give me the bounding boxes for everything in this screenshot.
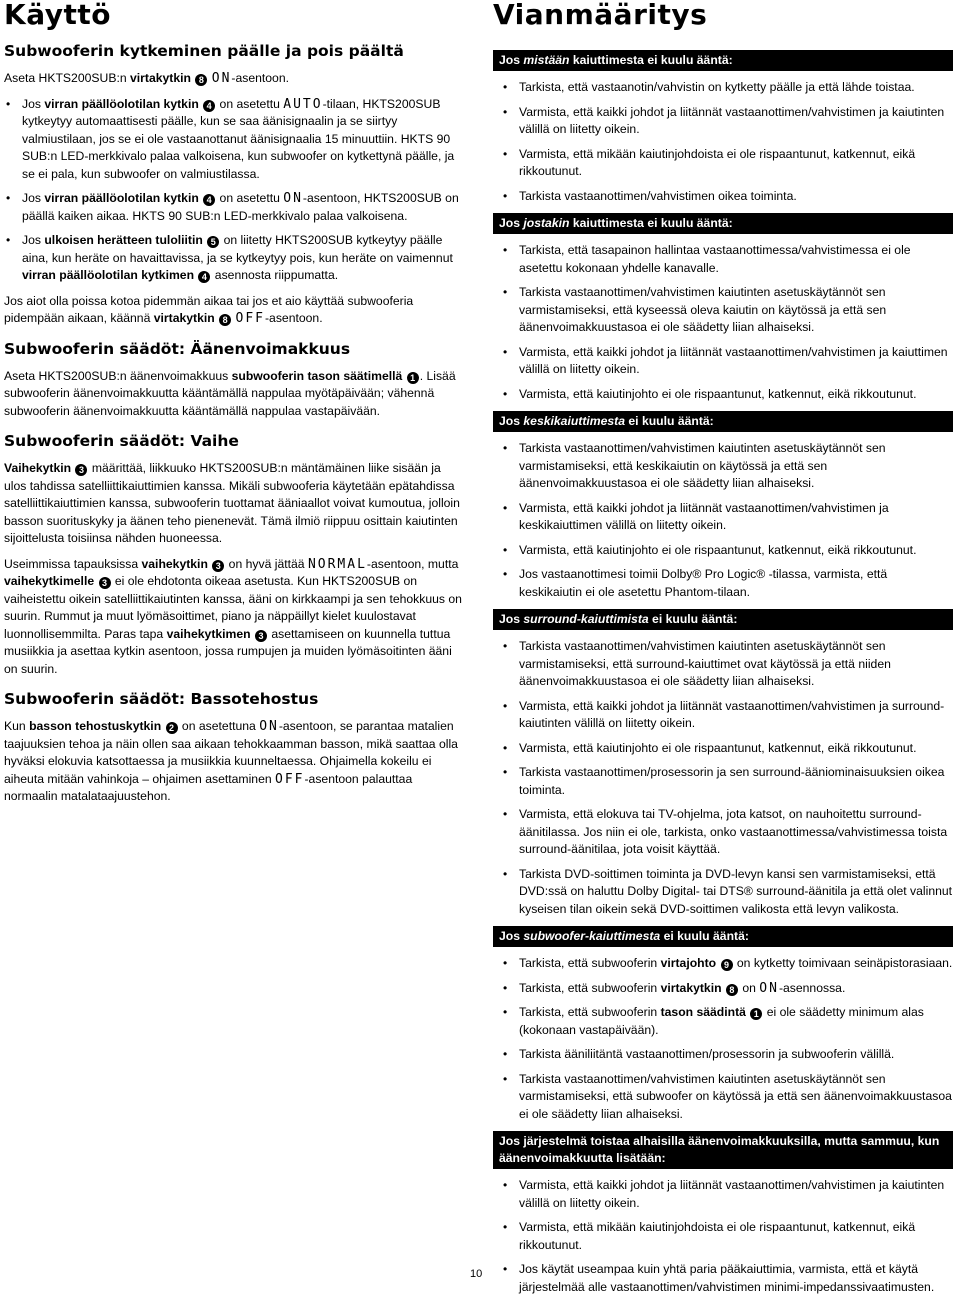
phase-paragraph-2: Useimmissa tapauksissa vaihekytkin 3 on hyvä jättää NORMAL-asentoon, mutta vaihekytkimelle 3 ei ole ehdotonta oikeaa asetusta. Kun HKTS200SUB on vaiheistettu oikein satelliittikaiutinten kanssa, ääni on kirkkaampi ja sen tehokkuus on suurin. Rummut ja muut lyömäsoittimet, piano ja näppäillyt kielet kuulostavat luonnollisemmilta. Paras tapa vaihekytkimen 3 asettamiseen on kuunnella tuttua musiikkia ja asettaa kytkin asentoon, jossa rumpujen ja muiden lyömäsoitinten ääni on suurin. [4, 556, 462, 676]
list-item: • Varmista, että mikään kaiutinjohdoista ei ole rispaantunut, katkennut, eikä rikkoutunut. [501, 146, 953, 181]
group-list-subwoofer [501, 955, 953, 1123]
list-item: • Jos virran päällöolotilan kytkin 4 on asetettu AUTO-tilaan, HKTS200SUB kytkeytyy automaattisesti päälle, kun se saa äänisignaalin ja se siirtyy valmiustilaan, jos se ei ole vastaanottanut äänisignaalia 15 minuuttiin. HKTS 90 SUB:n LED-merkkivalo palaa valkoisena, kun subwoofer on kytkettynä päälle, ja se ei pala, kun subwoofer on valmiustilassa. [4, 96, 464, 184]
list-item: • Varmista, että kaikki johdot ja liitännät vastaanottimen/vahvistimen ja keskikaiuttimen välillä on liitetty oikein. [501, 500, 953, 535]
power-away-paragraph: Jos aiot olla poissa kotoa pidemmän aikaa tai jos et aio käyttää subwooferia pidempään aikaan, käännä virtakytkin 8 OFF-asentoon. [4, 293, 414, 326]
list-item: • Tarkista, että vastaanotin/vahvistin on kytketty päälle ja että lähde toistaa. [501, 79, 953, 97]
list-item: • Tarkista vastaanottimen/vahvistimen kaiutinten asetuskäytännöt sen varmistamiseksi, että kyseessä oleva kaiutin on käytössä ja että sen äänenvoimakkuustasoa ei ole säädetty liian alhaiseksi. [501, 284, 953, 337]
list-item: • Varmista, että kaikki johdot ja liitännät vastaanottimen/vahvistimen ja kaiutinten välillä on liitetty oikein. [501, 104, 953, 139]
group-list-surround [501, 638, 953, 918]
power-list [4, 96, 464, 285]
list-item: • Varmista, että mikään kaiutinjohdoista ei ole rispaantunut, katkennut, eikä rikkoutunut. [501, 1219, 953, 1254]
group-header-center: Jos keskikaiuttimesta ei kuulu ääntä: [493, 411, 953, 432]
list-item: • Jos virran päällöolotilan kytkin 4 on asetettu ON-asentoon, HKTS200SUB on päällä kaiken aikaa. HKTS 90 SUB:n LED-merkkivalo palaa valkoisena. [4, 190, 464, 225]
group-list-any [501, 79, 953, 205]
list-item: • Tarkista vastaanottimen/vahvistimen kaiutinten asetuskäytännöt sen varmistamiseksi, että keskikaiutin on käytössä ja että sen äänenvoimakkuustasoa ei ole säädetty liian alhaiseksi. [501, 440, 953, 493]
list-item: • Tarkista DVD-soittimen toiminta ja DVD-levyn kansi sen varmistamiseksi, että DVD:ssä on haluttu Dolby Digital- tai DTS® surround-äänitila ja että olet valinnut kyseisen tilan oikein sekä DVD-soittimen valikosta että levyn valikosta. [501, 866, 953, 919]
page-number: 10 [470, 1268, 483, 1280]
section-heading-phase: Subwooferin säädöt: Vaihe [4, 432, 239, 450]
group-header-surround: Jos surround-kaiuttimista ei kuulu ääntä: [493, 609, 953, 630]
group-header-subwoofer: Jos subwoofer-kaiuttimesta ei kuulu ääntä: [493, 926, 953, 947]
list-item: • Varmista, että kaikki johdot ja liitännät vastaanottimen/vahvistimen ja kaiuttimen välillä on liitetty oikein. [501, 344, 953, 379]
group-list-center [501, 440, 953, 601]
list-item: • Tarkista, että tasapainon hallintaa vastaanottimessa/vahvistimessa ei ole asetettu kokonaan yhdelle kanavalle. [501, 242, 953, 277]
section-heading-bass-boost: Subwooferin säädöt: Bassotehostus [4, 690, 319, 708]
list-item: • Varmista, että elokuva tai TV-ohjelma, jota katsot, on nauhoitettu surround-äänitilassa. Jos niin ei ole, tarkista, onko vastaanottimessa/vahvistimessa toista surround-äänitilaa, jota voisit käyttää. [501, 806, 953, 859]
troubleshooting-title: Vianmääritys [493, 0, 708, 31]
group-list-one [501, 242, 953, 403]
phase-paragraph-1: Vaihekytkin 3 määrittää, liikkuuko HKTS200SUB:n mäntämäinen liike sisään ja ulos tahdissa satelliittikaiuttimien kanssa. Mikäli subwooferia käytetään epätahdissa satelliittikaiuttimien kanssa, subwooferin tuottamat ääniaallot voivat kumoutua, jolloin basson suorituskyky ja äänen teho pienenevät. Tämä ilmiö riippuu osittain kaiutinten sijoittelusta toisiinsa nähden huoneessa. [4, 461, 460, 545]
list-item: • Varmista, että kaiutinjohto ei ole rispaantunut, katkennut, eikä rikkoutunut. [501, 740, 953, 758]
list-item: • Jos ulkoisen herätteen tuloliitin 5 on liitetty HKTS200SUB kytkeytyy päälle aina, kun heräte on havaittavissa, ja se kytkeytyy pois, kun heräte on vaimennut virran päällöolotilan kytkimen 4 asennosta riippumatta. [4, 232, 464, 285]
group-list-shutdown [501, 1177, 953, 1296]
power-intro: Aseta HKTS200SUB:n virtakytkin 8 ON-asentoon. [4, 71, 289, 86]
list-item: • Varmista, että kaikki johdot ja liitännät vastaanottimen/vahvistimen ja surround-kaiutinten välillä on liitetty oikein. [501, 698, 953, 733]
list-item: • Tarkista vastaanottimen/vahvistimen kaiutinten asetuskäytännöt sen varmistamiseksi, että surround-kaiuttimet ovat käytössä ja että niiden äänenvoimakkuustasoa ei ole säädetty liian alhaiseksi. [501, 638, 953, 691]
list-item: • Tarkista vastaanottimen/vahvistimen kaiutinten asetuskäytännöt sen varmistamiseksi, että subwoofer on käytössä ja että sen äänenvoimakkuustasoa ei ole säädetty liian alhaiseksi. [501, 1071, 953, 1124]
bass-boost-paragraph: Kun basson tehostuskytkin 2 on asetettuna ON-asentoon, se parantaa matalien taajuuksien tehoa ja näin ollen saa aikaan tehokkaamman basson, mikä saattaa olla hyväksi elokuvia katsottaessa ja musiikkia kuunneltaessa. Ohjaimella kokeilu ei aiheuta mitään vahinkoja – ohjaimen asettaminen OFF-asentoon palauttaa normaalin matalataajuustehon. [4, 719, 458, 803]
list-item: • Tarkista, että subwooferin tason säädintä 1 ei ole säädetty minimum alas (kokonaan vastapäivään). [501, 1004, 953, 1039]
volume-paragraph: Aseta HKTS200SUB:n äänenvoimakkuus subwooferin tason säätimellä 1 . Lisää subwooferin äänenvoimakkuutta kääntämällä nappulaa myötäpäivään; vähennä subwooferin äänenvoimakkuutta kääntämällä nappulaa vastapäivään. [4, 368, 456, 418]
right-column [493, 0, 953, 1304]
list-item: • Tarkista vastaanottimen/prosessorin ja sen surround-ääniominaisuuksien oikea toiminta. [501, 764, 953, 799]
callout-8: 8 [195, 74, 207, 86]
list-item: • Tarkista, että subwooferin virtakytkin 8 on ON-asennossa. [501, 980, 953, 998]
page-title: Käyttö [4, 0, 111, 31]
list-item: • Tarkista vastaanottimen/vahvistimen oikea toiminta. [501, 188, 953, 206]
list-item: • Tarkista, että subwooferin virtajohto 9 on kytketty toimivaan seinäpistorasiaan. [501, 955, 953, 973]
group-header-no-sound-one: Jos jostakin kaiuttimesta ei kuulu ääntä: [493, 213, 953, 234]
list-item: • Jos vastaanottimesi toimii Dolby® Pro Logic® -tilassa, varmista, että keskikaiutin ei ole asetettu Phantom-tilaan. [501, 566, 953, 601]
section-heading-power: Subwooferin kytkeminen päälle ja pois päältä [4, 42, 404, 60]
list-item: • Varmista, että kaiutinjohto ei ole rispaantunut, katkennut, eikä rikkoutunut. [501, 542, 953, 560]
group-header-shutdown: Jos järjestelmä toistaa alhaisilla äänenvoimakkuuksilla, mutta sammuu, kun äänenvoimakkuutta lisätään: [493, 1131, 953, 1169]
group-header-no-sound-any: Jos mistään kaiuttimesta ei kuulu ääntä: [493, 50, 953, 71]
list-item: • Jos käytät useampaa kuin yhtä paria pääkaiuttimia, varmista, että et käytä järjestelmää alle vastaanottimen/vahvistimen minimi-impedanssivaatimusten. [501, 1261, 953, 1296]
section-heading-volume: Subwooferin säädöt: Äänenvoimakkuus [4, 339, 351, 358]
left-column [4, 0, 464, 814]
list-item: • Varmista, että kaiutinjohto ei ole rispaantunut, katkennut, eikä rikkoutunut. [501, 386, 953, 404]
list-item: • Varmista, että kaikki johdot ja liitännät vastaanottimen/vahvistimen ja kaiutinten välillä on liitetty oikein. [501, 1177, 953, 1212]
list-item: • Tarkista ääniliitäntä vastaanottimen/prosessorin ja subwooferin välillä. [501, 1046, 953, 1064]
